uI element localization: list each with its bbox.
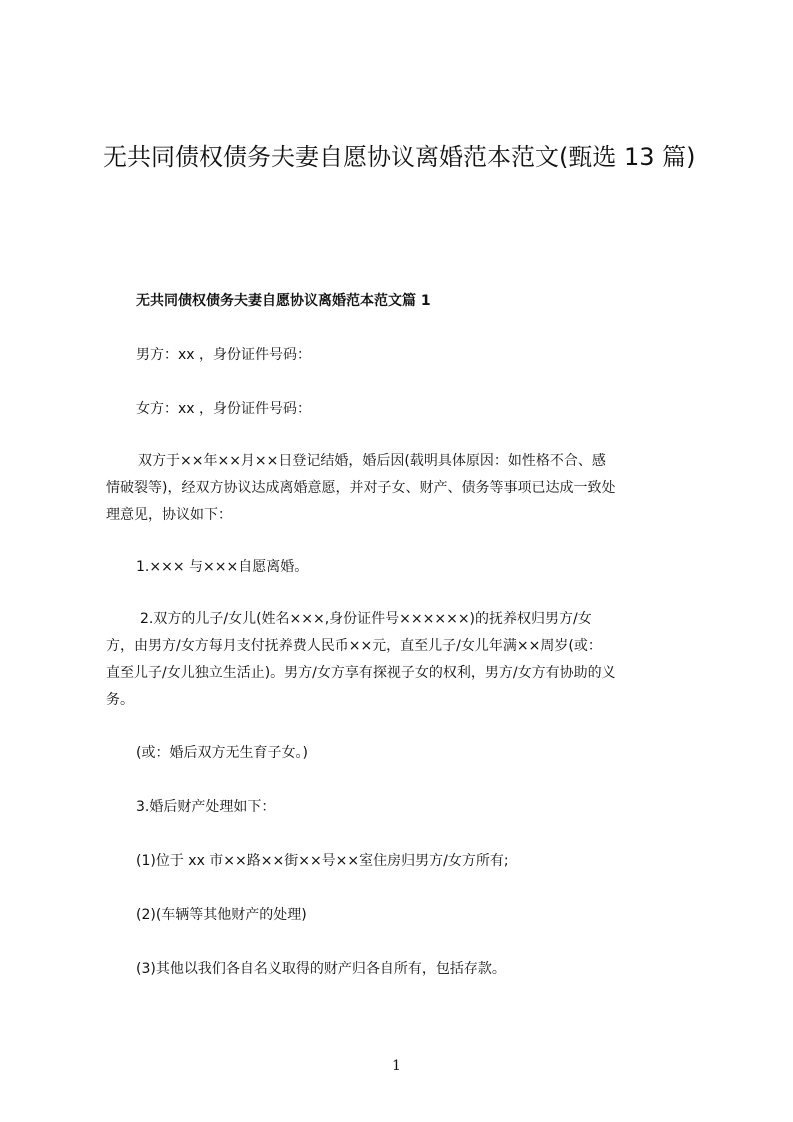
clause-3-1: (1)位于 xx 市××路××街××号××室住房归男方/女方所有; [136, 853, 509, 869]
female-party-line: 女方：xx ，身份证件号码： [136, 401, 312, 417]
clause-3-2: (2)(车辆等其他财产的处理) [136, 907, 307, 923]
page-number: 1 [392, 1058, 401, 1074]
section-heading: 无共同债权债务夫妻自愿协议离婚范本范文篇 1 [136, 293, 431, 309]
clause-2-line: 方，由男方/女方每月支付抚养费人民币××元，直至儿子/女儿年满××周岁(或： [106, 638, 602, 654]
intro-line: 情破裂等)，经双方协议达成离婚意愿，并对子女、财产、债务等事项已达成一致处 [106, 480, 616, 496]
intro-line: 理意见，协议如下： [106, 507, 232, 523]
clause-2-line: 务。 [106, 692, 134, 708]
clause-3-3: (3)其他以我们各自名义取得的财产归各自所有，包括存款。 [136, 961, 506, 977]
clause-2-line: 直至儿子/女儿独立生活止)。男方/女方享有探视子女的权利，男方/女方有协助的义 [106, 665, 616, 681]
intro-line: 双方于××年××月××日登记结婚，婚后因(载明具体原因：如性格不合、感 [138, 453, 606, 469]
clause-3: 3.婚后财产处理如下： [136, 799, 276, 815]
male-party-line: 男方：xx ，身份证件号码： [136, 347, 312, 363]
clause-2-line: 2.双方的儿子/女儿(姓名×××,身份证件号××××××)的抚养权归男方/女 [140, 611, 592, 627]
clause-1: 1.××× 与×××自愿离婚。 [136, 559, 309, 575]
clause-2-alternative: (或：婚后双方无生育子女。) [136, 745, 308, 761]
document-title: 无共同债权债务夫妻自愿协议离婚范本范文(甄选 13 篇) [103, 143, 696, 171]
